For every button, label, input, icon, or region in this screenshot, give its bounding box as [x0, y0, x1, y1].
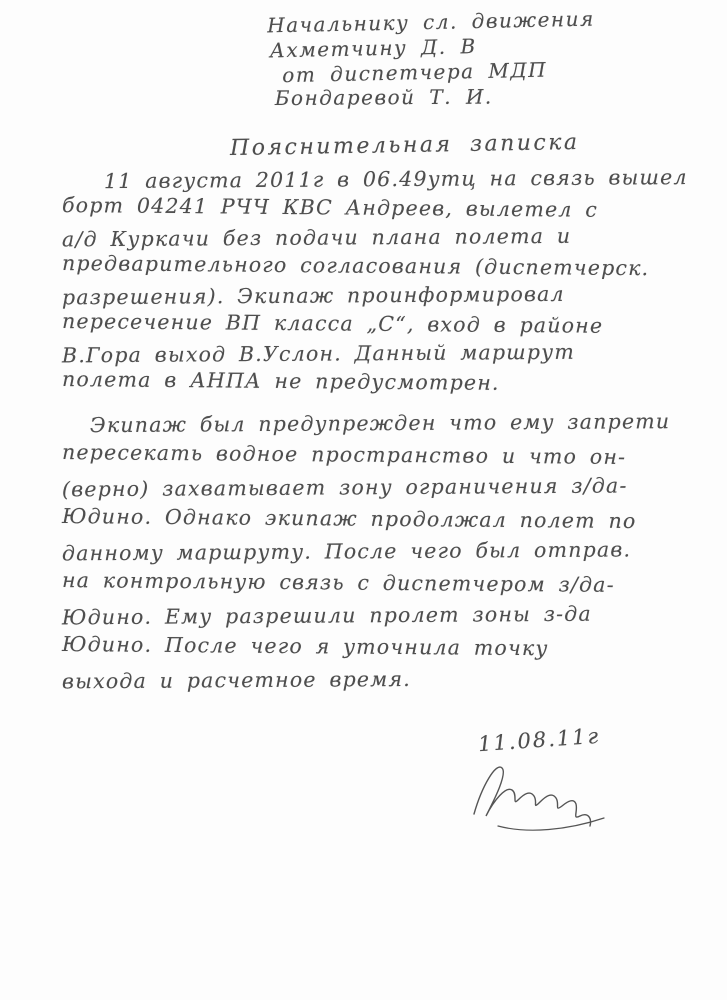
body-paragraph-1	[62, 165, 727, 397]
handwriting-line: Юдино. Ему разрешили пролет зоны з-да	[61, 601, 592, 630]
document-title: Пояснительная записка	[229, 129, 580, 162]
handwriting-line: Юдино. После чего я уточнила точку	[61, 632, 549, 661]
addressee-line: Ахметчину Д. В	[269, 34, 477, 63]
handwriting-line: а/д Куркачи без подачи плана полета и	[61, 223, 572, 252]
handwriting-line: выхода и расчетное время.	[61, 666, 411, 694]
handwriting-line: на контрольную связь с диспетчером з/да-	[61, 568, 615, 597]
handwriting-line: (верно) захватывает зону ограничения з/да-	[61, 473, 628, 502]
handwriting-line: борт 04241 РЧЧ КВС Андреев, вылетел с	[61, 193, 599, 222]
handwriting-line: Юдино. Однако экипаж продолжал полет по	[61, 504, 637, 534]
date-written: 11.08.11г	[477, 723, 601, 757]
handwriting-line: разрешения). Экипаж проинформировал	[61, 281, 565, 310]
signature-stroke	[458, 756, 618, 836]
signature	[458, 756, 618, 836]
handwriting-line: пересекать водное пространство и что он-	[61, 440, 627, 469]
handwriting-line: полета в АНПА не предусмотрен.	[61, 367, 500, 395]
handwriting-line: В.Гора выход В.Услон. Данный маршрут	[61, 339, 576, 368]
handwriting-line: предварительного согласования (диспетчерск.	[61, 251, 650, 281]
sender-line: от диспетчера МДП	[282, 57, 548, 88]
handwriting-line: 11 августа 2011г в 06.49утц на связь вышел	[103, 165, 688, 194]
handwriting-line: данному маршруту. После чего был отправ.	[61, 537, 632, 566]
addressee-block	[267, 7, 597, 114]
handwriting-line: Экипаж был предупрежден что ему запрети	[89, 409, 671, 438]
sender-line: Бондаревой Т. И.	[274, 84, 493, 111]
body-paragraph-2	[62, 407, 727, 695]
handwriting-line: пересечение ВП класса „С“, вход в районе	[61, 309, 604, 338]
addressee-line: Начальнику сл. движения	[266, 6, 595, 38]
